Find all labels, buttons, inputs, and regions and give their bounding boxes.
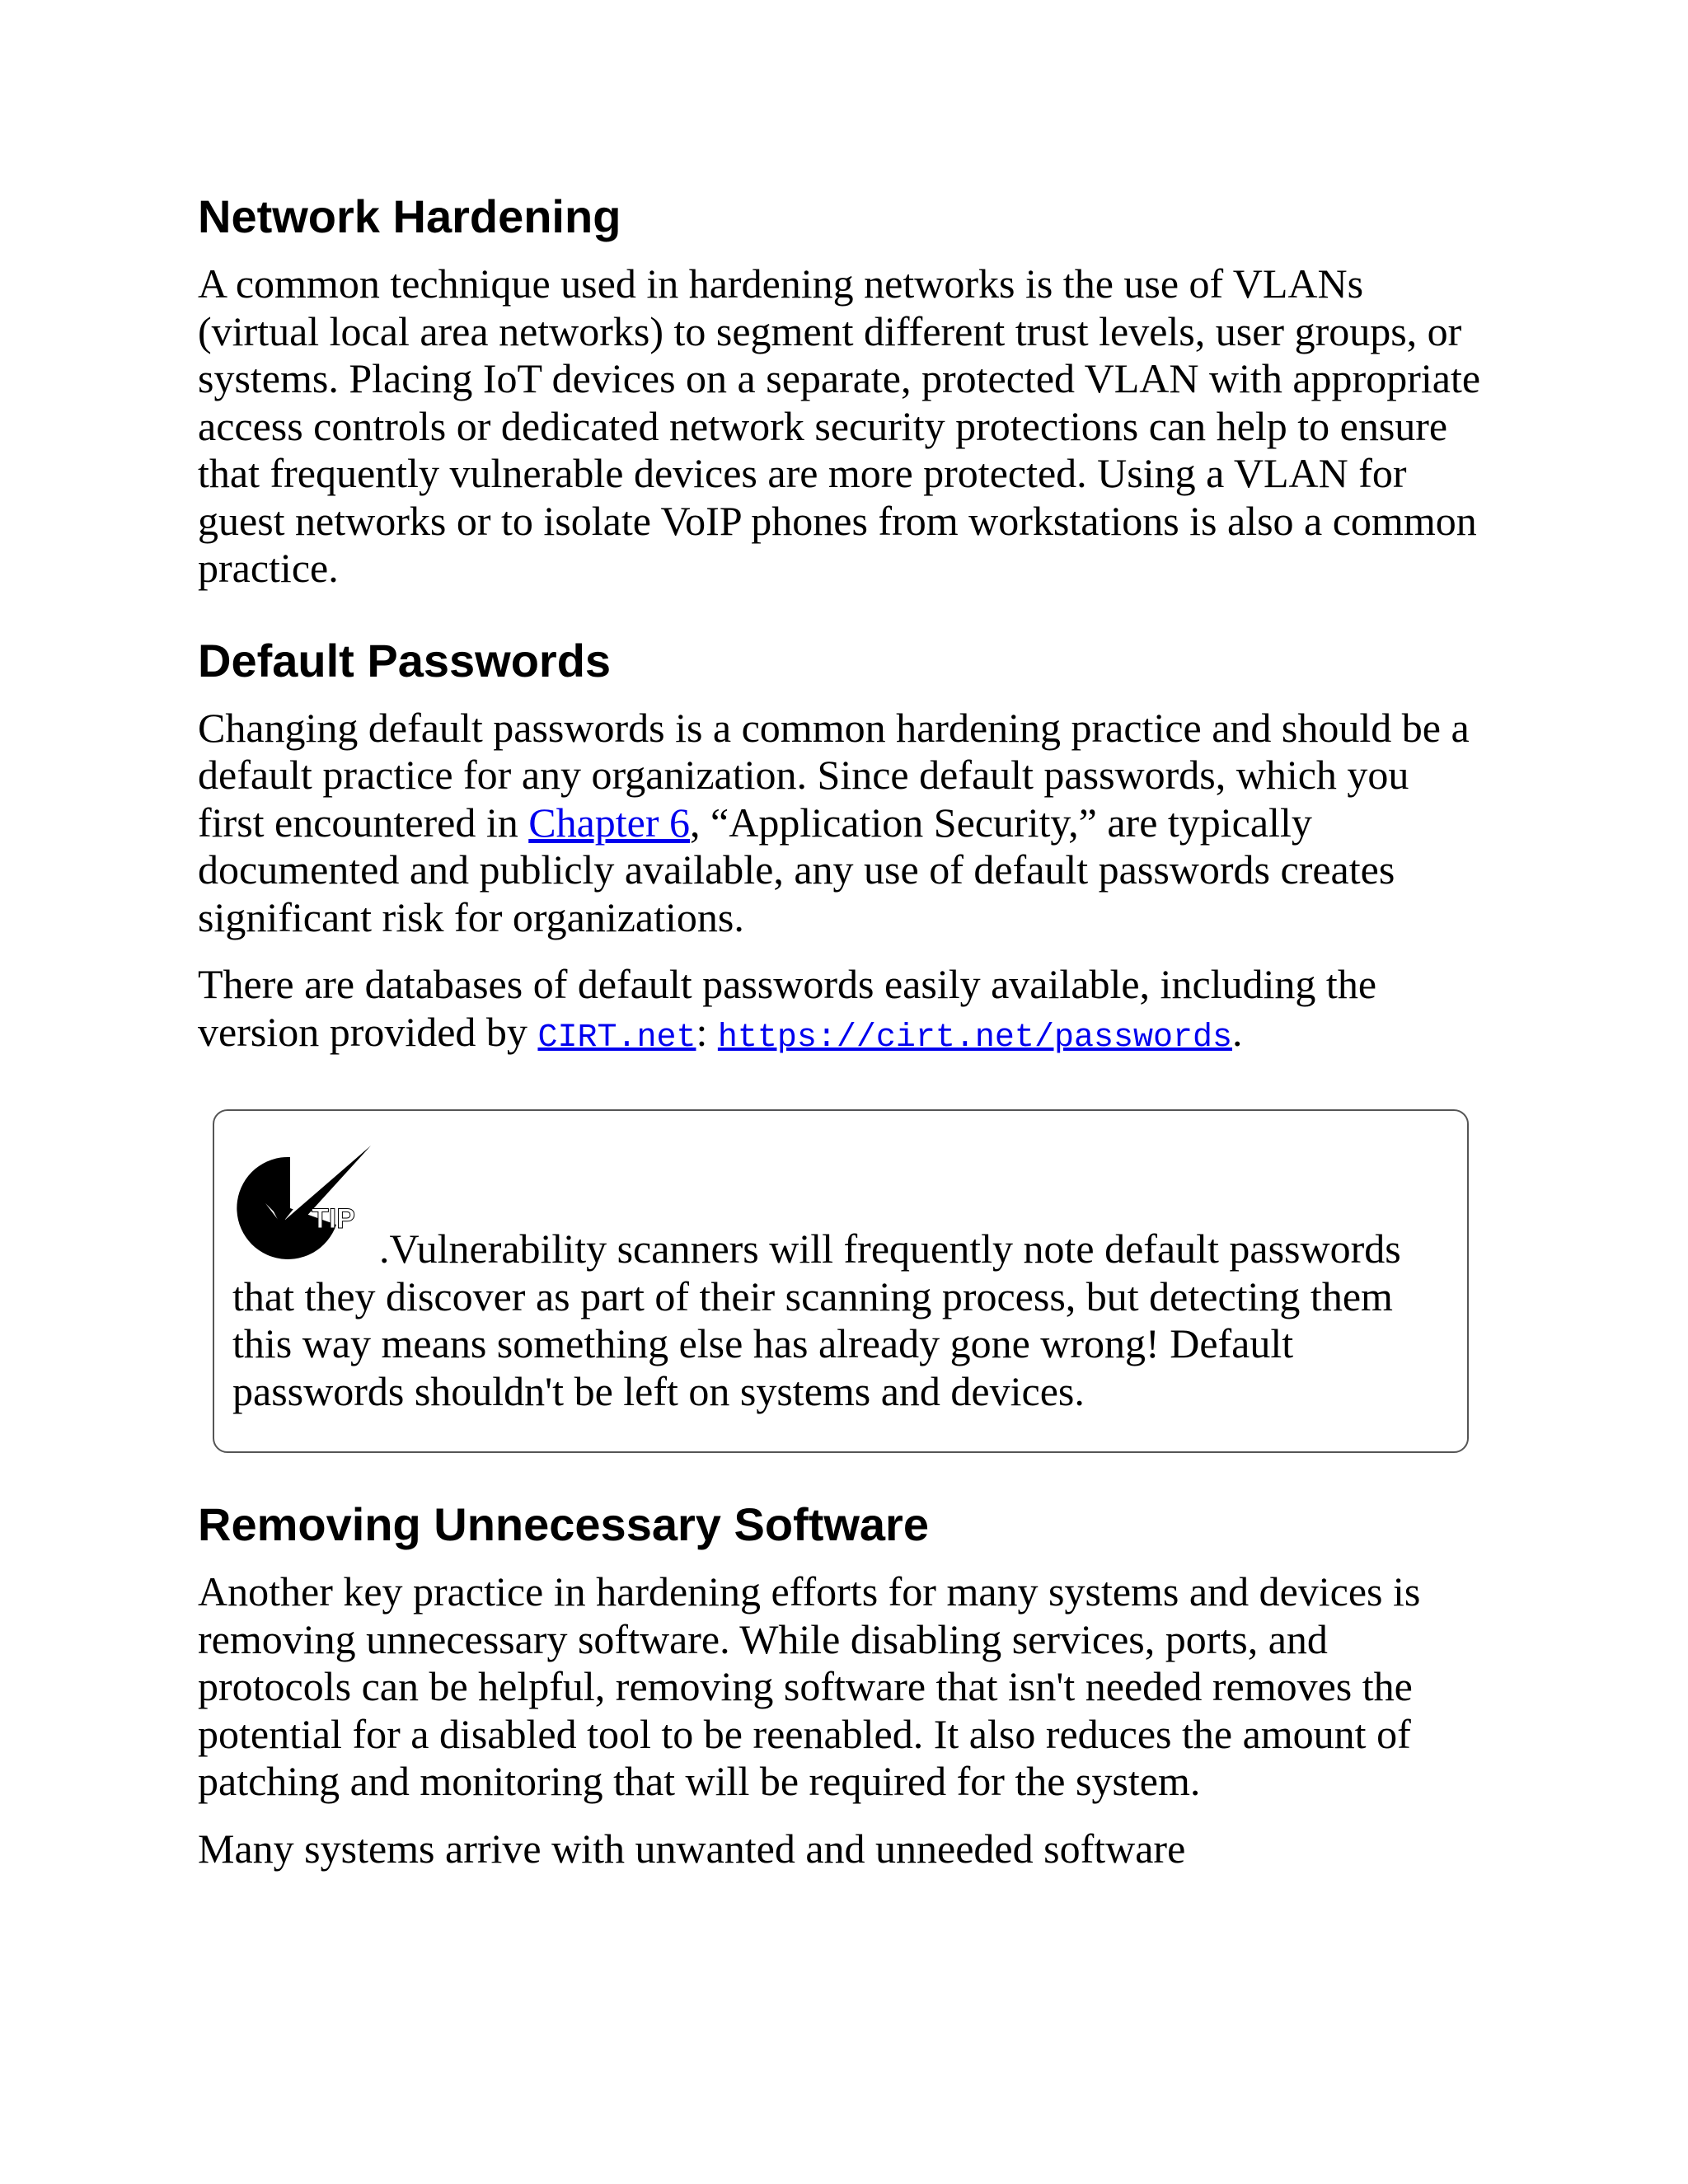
cirt-net-link[interactable]: CIRT.net (537, 1019, 696, 1057)
page-content (198, 190, 1484, 1892)
heading-network-hardening: Network Hardening (198, 190, 621, 242)
text-segment: Changing default passwords is a common hardening practice and should be a default practice for any organization. Since default passwords, which you first encountered in (198, 704, 1470, 846)
tip-paragraph (232, 1146, 1449, 1415)
text-segment: , “Application Security,” are typically documented and publicly available, any use of default passwords creates significant risk for organizations. (198, 799, 1395, 940)
text-segment: . (1231, 1008, 1243, 1055)
chapter-6-link[interactable]: Chapter 6 (528, 799, 691, 846)
heading-default-passwords: Default Passwords (198, 634, 612, 687)
heading-removing-software: Removing Unnecessary Software (198, 1498, 929, 1550)
paragraph-default-passwords-2 (198, 961, 1484, 1062)
paragraph-removing-software-1: Another key practice in hardening efforts for many systems and devices is removing unnecessary software. While disabling services, ports, and protocols can be helpful, removing software that isn't needed removes the potential for a disabled tool to be reenabled. It also reduces the amount of patching and monitoring that will be required for the system. (198, 1568, 1421, 1804)
tip-text: Vulnerability scanners will frequently note default passwords that they discover as part of their scanning process, but detecting them this way means something else has already gone wrong! Default passwords shouldn't be left on systems and devices. (232, 1226, 1401, 1414)
text-segment: There are databases of default passwords easily available, including the version provided by (198, 961, 1377, 1055)
paragraph-removing-software-2: Many systems arrive with unwanted and unneeded software (198, 1825, 1186, 1872)
tip-box (213, 1109, 1469, 1453)
paragraph-default-passwords-1 (198, 705, 1484, 942)
tip-checkmark-icon (232, 1146, 379, 1266)
text-segment: : (696, 1008, 718, 1055)
tip-dot: . (379, 1226, 390, 1272)
tip-icon-label: TIP (312, 1203, 355, 1235)
paragraph-network-hardening: A common technique used in hardening networks is the use of VLANs (virtual local area networks) to segment different trust levels, user groups, or systems. Placing IoT devices on a separate, protected VLAN with appropriate access controls or dedicated network security protections can help to ensure that frequently vulnerable devices are more protected. Using a VLAN for guest networks or to isolate VoIP phones from workstations is also a common practice. (198, 260, 1481, 591)
cirt-passwords-url-link[interactable]: https://cirt.net/passwords (717, 1019, 1232, 1057)
